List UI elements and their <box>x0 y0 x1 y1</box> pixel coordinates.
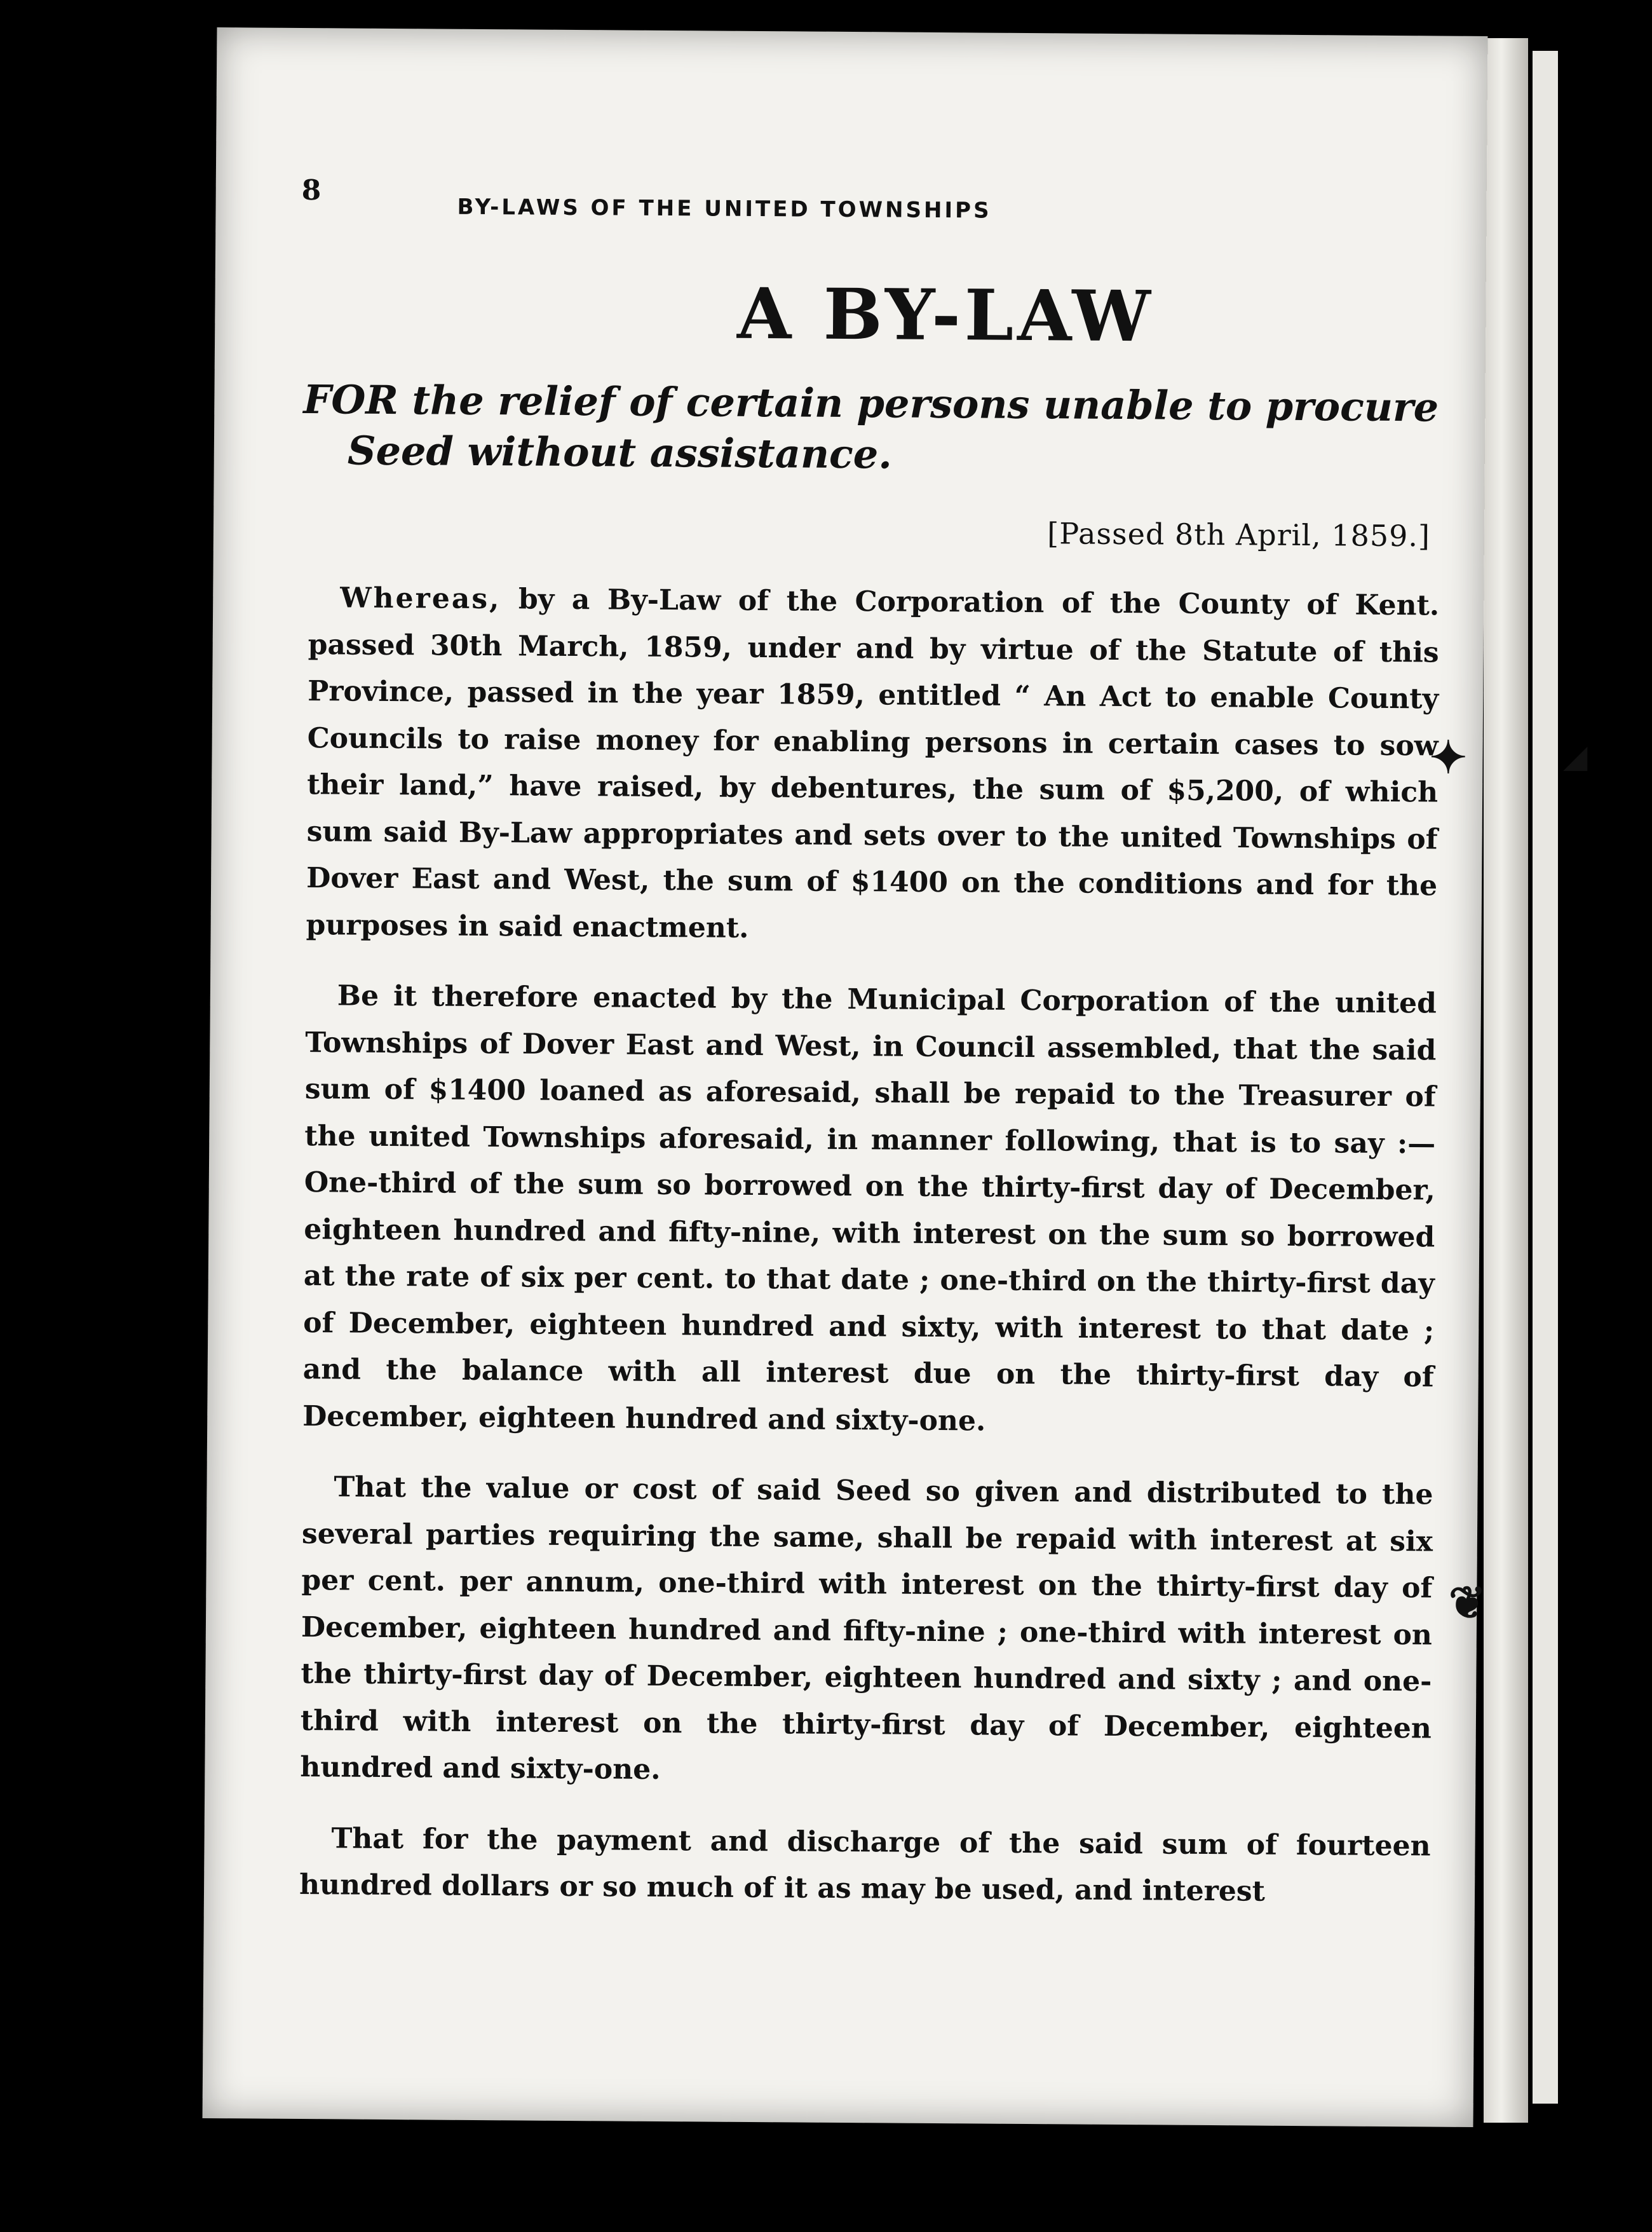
running-head: BY-LAWS OF THE UNITED TOWNSHIPS <box>457 194 992 224</box>
subtitle-line-2: Seed without assistance. <box>347 427 893 478</box>
paragraph-lead: Whereas, <box>340 582 501 616</box>
paragraph-seed-value <box>300 1464 1433 1799</box>
scan-blemish-mark: ◢ <box>1563 737 1588 775</box>
scan-border-strip <box>1533 51 1558 2104</box>
page-title: A BY-LAW <box>736 272 1155 358</box>
paragraph-whereas <box>306 575 1439 956</box>
paragraph-text: by a By-Law of the Corporation of the County of Kent. passed 30th March, 1859, under and by virtue of the Statute of this Province, passed in the year 1859, entitled “ An Act to enable County Councils to raise money for enabling persons in certain cases to sow their land,” have raised, by debentures, the sum of $5,200, of which sum said By-Law appropriates and sets over to the united Townships of Dover East and West, the sum of $1400 on the conditions and for the purposes in said enactment. <box>306 583 1440 944</box>
passed-date: [Passed 8th April, 1859.] <box>1047 516 1431 554</box>
paragraph-text: That for the payment and discharge of the said sum of fourteen hundred dollars or so much of it as may be used, and interest <box>299 1821 1431 1908</box>
scan-blemish-mark: ❦ <box>1449 1576 1486 1629</box>
paragraph-text: Be it therefore enacted by the Municipal Corporation of the united Townships of Dover East and West, in Council assembled, that the said sum of $1400 loaned as aforesaid, shall be repaid to the Treasurer of the united Townships aforesaid, in manner following, that is to say :—One-third of the sum so borrowed on the thirty-first day of December, eighteen hundred and fifty-nine, with interest on the sum so borrowed at the rate of six per cent. to that date ; one-third on the thirty-first day of December, eighteen hundred and sixty, with interest to that date ; and the balance with all interest due on the thirty-first day of December, eighteen hundred and sixty-one. <box>302 979 1437 1438</box>
subtitle <box>303 374 1447 484</box>
paragraph-enacted <box>302 972 1437 1447</box>
document-page <box>203 27 1488 2127</box>
page-number: 8 <box>301 174 322 207</box>
subtitle-line-1: FOR the relief of certain persons unable to procure <box>303 376 1439 431</box>
scan-blemish-mark: ✦ <box>1430 731 1467 784</box>
body-text <box>299 575 1440 1940</box>
paragraph-text: That the value or cost of said Seed so given and distributed to the several parties requiring the same, shall be repaid with interest at six per cent. per annum, one-third with interest on the thirty-first day of December, eighteen hundred and fifty-nine ; one-third with interest on the thirty-first day of December, eighteen hundred and sixty ; and one-third with interest on the thirty-first day of December, eighteen hundred and sixty-one. <box>300 1471 1433 1786</box>
adjacent-page-edge <box>1484 38 1528 2123</box>
paragraph-payment <box>299 1815 1431 1916</box>
